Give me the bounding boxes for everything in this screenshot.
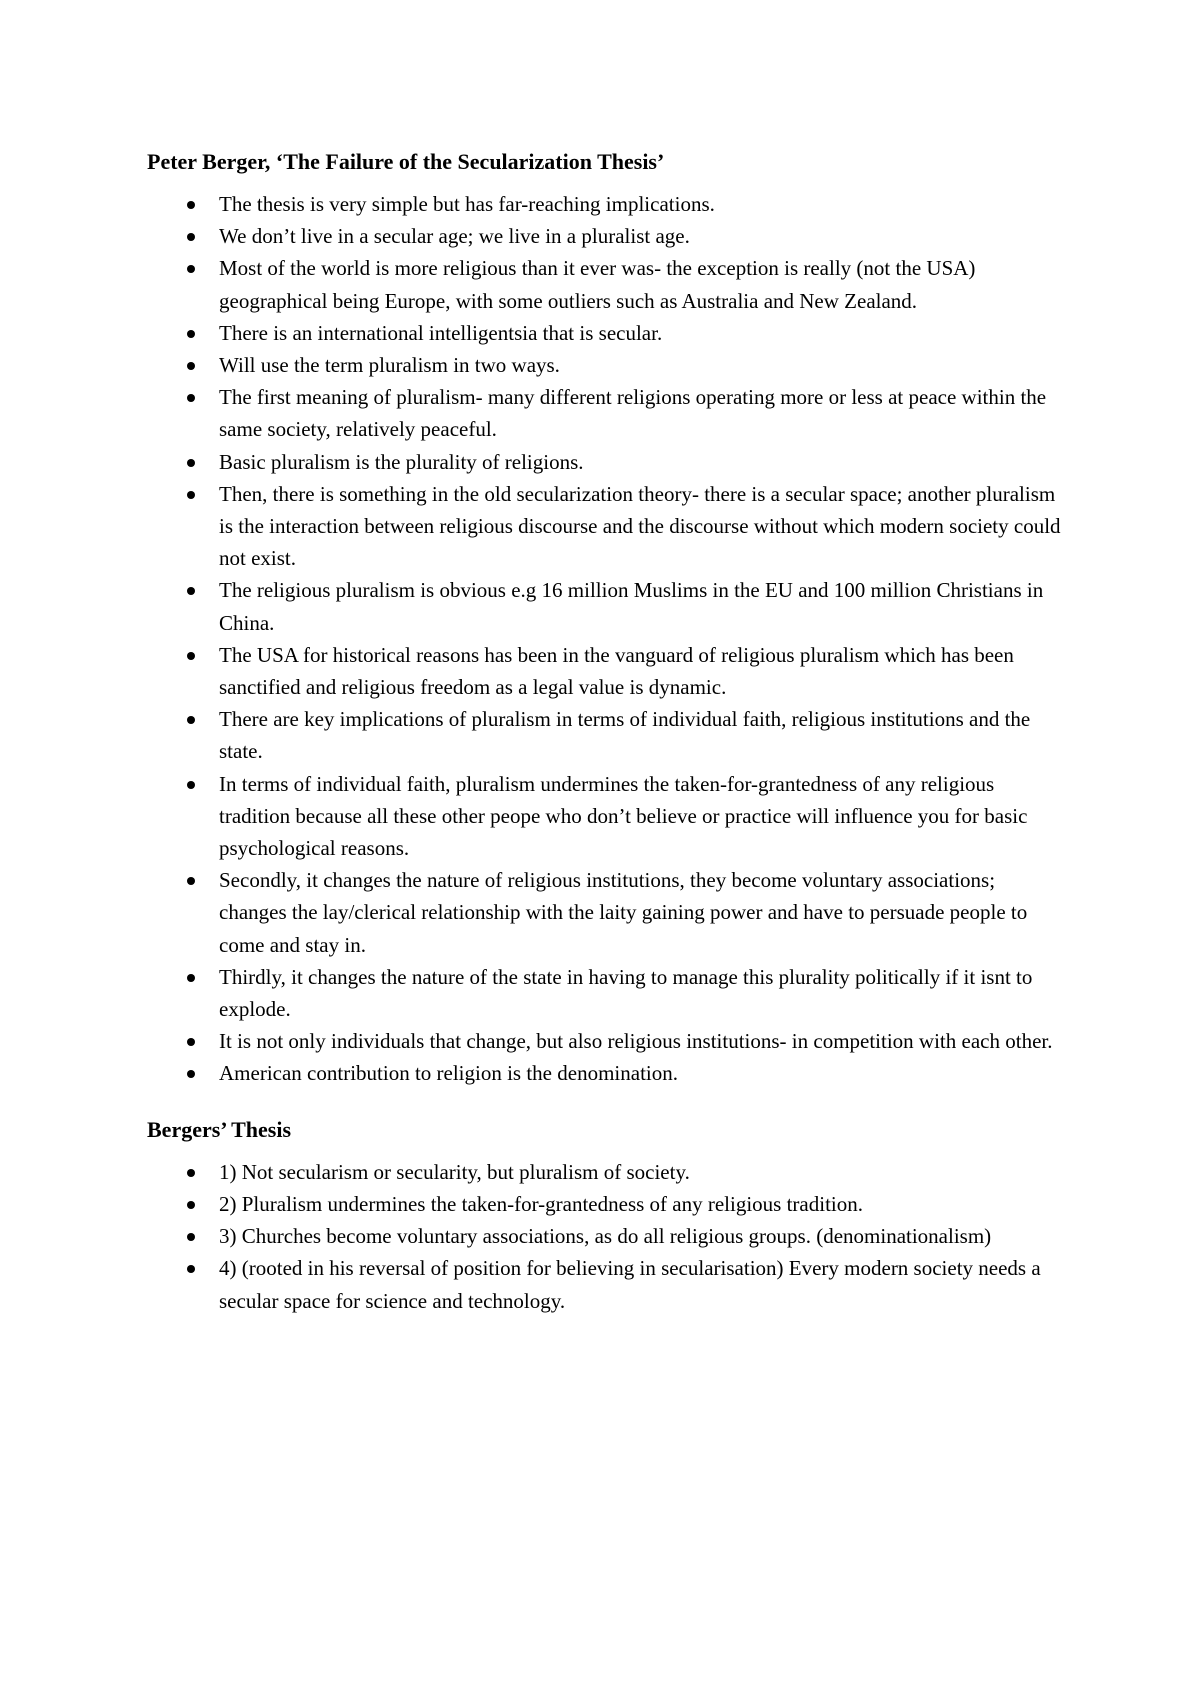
- bullet-icon: [187, 394, 195, 402]
- bullet-icon: [187, 265, 195, 273]
- document-body: [147, 146, 1067, 1317]
- list-item: [147, 1156, 1067, 1188]
- list-item: [147, 1025, 1067, 1057]
- list-item: [147, 1220, 1067, 1252]
- bullet-icon: [187, 459, 195, 467]
- list-item: [147, 703, 1067, 767]
- list-item-text: Will use the term pluralism in two ways.: [219, 353, 560, 378]
- list-item-text: We don’t live in a secular age; we live in a pluralist age.: [219, 224, 690, 249]
- bullet-icon: [187, 877, 195, 885]
- list-item-text: 2) Pluralism undermines the taken-for-grantedness of any religious tradition.: [219, 1191, 863, 1216]
- bullet-icon: [187, 1201, 195, 1209]
- list-item-text: Basic pluralism is the plurality of religions.: [219, 449, 584, 474]
- bullet-icon: [187, 587, 195, 595]
- list-item-text: Thirdly, it changes the nature of the state in having to manage this plurality politically if it isnt to explode.: [219, 964, 1033, 1022]
- bullet-icon: [187, 652, 195, 660]
- list-item-text: There is an international intelligentsia that is secular.: [219, 320, 663, 345]
- bullet-icon: [187, 201, 195, 209]
- list-item-text: 1) Not secularism or secularity, but pluralism of society.: [219, 1159, 690, 1184]
- list-item: [147, 1252, 1067, 1316]
- bullet-icon: [187, 362, 195, 370]
- list-item-text: American contribution to religion is the denomination.: [219, 1061, 678, 1086]
- list-item-text: Most of the world is more religious than it ever was- the exception is really (not the USA) geographical being Europe, with some outliers such as Australia and New Zealand.: [219, 256, 976, 313]
- list-item-text: The religious pluralism is obvious e.g 16 million Muslims in the EU and 100 million Christians in China.: [219, 578, 1044, 635]
- list-item-text: It is not only individuals that change, but also religious institutions- in competition with each other.: [219, 1029, 1053, 1054]
- list-item: [147, 478, 1067, 575]
- list-item-text: Then, there is something in the old secularization theory- there is a secular space; another pluralism is the interaction between religious discourse and the discourse without which modern society could not exist.: [219, 481, 1061, 571]
- bullet-icon: [187, 1233, 195, 1241]
- list-item: [147, 381, 1067, 445]
- list-item: [147, 768, 1067, 865]
- bullet-icon: [187, 491, 195, 499]
- bullet-icon: [187, 1169, 195, 1177]
- list-item: [147, 574, 1067, 638]
- list-item-text: 4) (rooted in his reversal of position for believing in secularisation) Every modern society needs a secular space for science and technology.: [219, 1256, 1041, 1313]
- section-heading-bergers-thesis: Bergers’ Thesis: [147, 1116, 291, 1142]
- list-item-text: There are key implications of pluralism in terms of individual faith, religious institutions and the state.: [219, 707, 1031, 764]
- list-item: [147, 639, 1067, 703]
- list-item-text: The thesis is very simple but has far-reaching implications.: [219, 192, 715, 216]
- list-item: [147, 220, 1067, 252]
- list-item: [147, 317, 1067, 349]
- list-item-text: The first meaning of pluralism- many different religions operating more or less at peace within the same society, relatively peaceful.: [219, 385, 1047, 442]
- list-item: [147, 1188, 1067, 1220]
- list-item: [147, 864, 1067, 961]
- list-item: [147, 188, 1067, 220]
- list-item-text: The USA for historical reasons has been in the vanguard of religious pluralism which has been sanctified and religious freedom as a legal value is dynamic.: [219, 642, 1014, 700]
- list-item-text: 3) Churches become voluntary associations, as do all religious groups. (denominationalism): [219, 1224, 992, 1249]
- thesis-points-list: [147, 1156, 1067, 1317]
- bullet-icon: [187, 1038, 195, 1046]
- berger-notes-list: [147, 188, 1067, 1090]
- bullet-icon: [187, 1265, 195, 1273]
- list-item: [147, 252, 1067, 316]
- bullet-icon: [187, 974, 195, 982]
- list-item-text: Secondly, it changes the nature of religious institutions, they become voluntary associations; changes the lay/clerical relationship with the laity gaining power and have to persuade people to come and stay in.: [219, 868, 1028, 957]
- bullet-icon: [187, 716, 195, 724]
- list-item: [147, 1057, 1067, 1089]
- list-item: [147, 961, 1067, 1025]
- bullet-icon: [187, 781, 195, 789]
- list-item: [147, 446, 1067, 478]
- list-item-text: In terms of individual faith, pluralism undermines the taken-for-grantedness of any religious tradition because all these other peope who don’t believe or practice will influence you for basic psychological reasons.: [219, 771, 1028, 861]
- list-item: [147, 349, 1067, 381]
- bullet-icon: [187, 233, 195, 241]
- bullet-icon: [187, 330, 195, 338]
- bullet-icon: [187, 1070, 195, 1078]
- section-heading-berger: Peter Berger, ‘The Failure of the Secularization Thesis’: [147, 149, 665, 174]
